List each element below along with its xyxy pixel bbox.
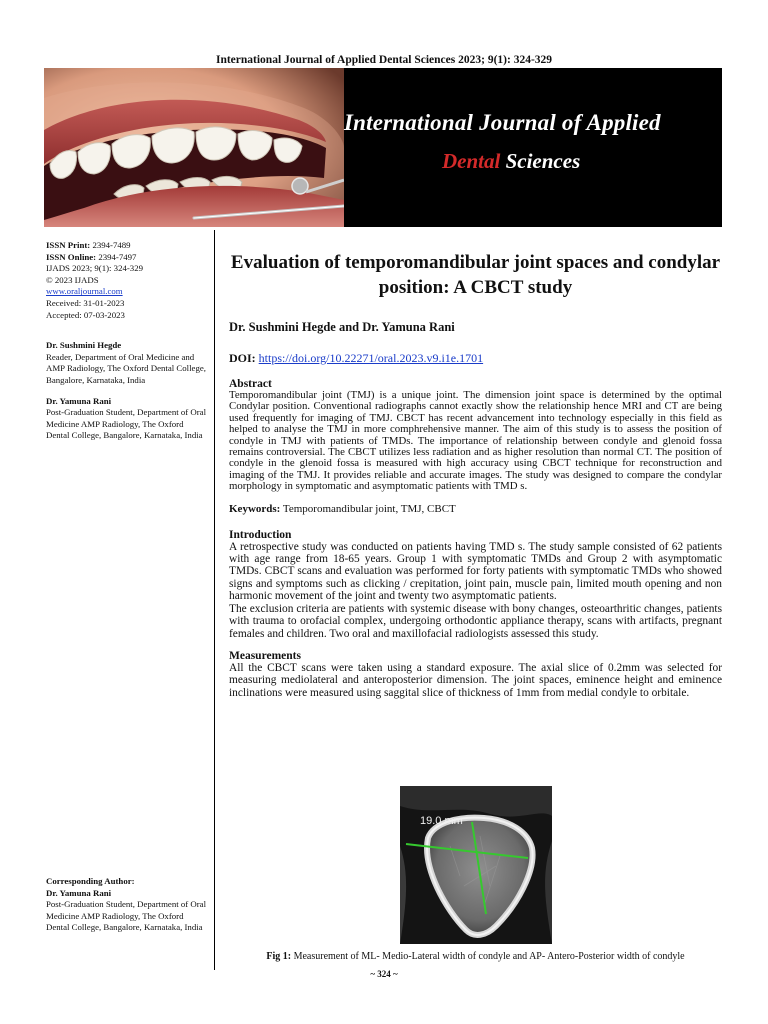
- author1-name: Dr. Sushmini Hegde: [46, 340, 122, 351]
- abstract-heading: Abstract: [229, 378, 272, 390]
- figure-caption: [229, 951, 722, 962]
- figure-measurement-label: 19.0 mm: [420, 815, 463, 827]
- introduction-paragraph-1: A retrospective study was conducted on patients having TMD s. The study sample consisted of 62 patients with age range from 18-65 years. Group 1 with symptomatic TMDs and Group 2 with asymptomatic TMDs. CBCT scans and evaluation was performed for forty patients with symptomatic TMDs who showed signs and symptoms such as clicking / crepitation, joint pain, muscle pain, limited mouth opening and non harmonic movement of the joint and twenty two asymptomatic patients.: [229, 540, 722, 603]
- issn-online: ISSN Online: 2394-7497: [46, 251, 137, 262]
- copyright: © 2023 IJADS: [46, 274, 99, 285]
- journal-website-link[interactable]: www.oraljournal.com: [46, 286, 123, 297]
- corresponding-affiliation: Post-Graduation Student, Department of Oral Medicine AMP Radiology, The Oxford Dental College, Bangalore, Karnataka, India: [46, 899, 207, 933]
- running-head: International Journal of Applied Dental Sciences 2023; 9(1): 324-329: [215, 54, 553, 66]
- cbct-scan-image: [400, 786, 552, 944]
- measurements-paragraph: All the CBCT scans were taken using a standard exposure. The axial slice of 0.2mm was selected for measuring mediolateral and anteroposterior dimension. The joint spaces, eminence height and eminence inclinations were measured using saggital slice of thickness of 1mm from medial condyle to orbitale.: [229, 661, 722, 699]
- keywords-label: Keywords:: [229, 502, 281, 515]
- figure-caption-label: Fig 1:: [266, 951, 292, 962]
- teeth-photo: [44, 68, 344, 227]
- banner-title-line2: [442, 149, 580, 174]
- article-title: Evaluation of temporomandibular joint spaces and condylar position: A CBCT study: [230, 252, 721, 298]
- keywords-line: [229, 503, 722, 515]
- banner-word-sciences: Sciences: [505, 149, 581, 173]
- article-authors: Dr. Sushmini Hegde and Dr. Yamuna Rani: [229, 320, 455, 334]
- corresponding-label: Corresponding Author:: [46, 876, 135, 886]
- citation: IJADS 2023; 9(1): 324-329: [46, 263, 144, 274]
- introduction-paragraph-2: The exclusion criteria are patients with systemic disease with bony changes, osteoarthritic changes, patients with trauma to orofacial complex, undergoing orthodontic appliance therapy, scans with artifacts, pregnant females and children. Two oral and maxillofacial radiologists assessed this study.: [229, 602, 722, 640]
- issn-print: ISSN Print: 2394-7489: [46, 240, 131, 250]
- keywords-text: Temporomandibular joint, TMJ, CBCT: [282, 502, 456, 515]
- column-divider: [214, 230, 215, 970]
- accepted-date: Accepted: 07-03-2023: [46, 309, 125, 320]
- received-date: Received: 31-01-2023: [46, 297, 125, 308]
- abstract-text: Temporomandibular joint (TMJ) is a unique joint. The dimension joint space is determined by the optimal Condylar position. Conventional radiographs cannot exactly show the relationship hence MRI and CT are being used frequently for imaging of TMJ. CBCT has recent advancement into technology especially in this field as helped to analyse the TMJ in more comphrehensive manner. The aim of this study is to assess the position of condyle in TMJ with patients of TMDs. The importance of relationship between condyle and glenoid fossa remains controversial. The CBCT utilizes less radiation and as higher resolution than normal CT. The position of condyle in the glenoid fossa is measured with high accuracy using CBCT technique for reconstruction and imaging of the TMJ. It provides reliable and accurate images. The study was designed to compare the condylar morphology in symptomatic and asymptomatic patients with TMD s.: [229, 389, 722, 493]
- article-body: [229, 250, 722, 699]
- doi-link[interactable]: https://doi.org/10.22271/oral.2023.v9.i1e.1701: [258, 351, 484, 365]
- measurements-heading: Measurements: [229, 649, 301, 662]
- page-number: ~ 324 ~: [370, 969, 398, 979]
- introduction-heading: Introduction: [229, 528, 292, 541]
- corresponding-author: [46, 876, 208, 934]
- author2-affiliation: Post-Graduation Student, Department of Oral Medicine AMP Radiology, The Oxford Dental College, Bangalore, Karnataka, India: [46, 407, 207, 441]
- doi-line: [229, 351, 722, 366]
- left-column: [46, 240, 208, 442]
- corresponding-name: Dr. Yamuna Rani: [46, 887, 112, 898]
- doi-label: DOI:: [229, 351, 256, 365]
- figure-caption-text: Measurement of ML- Medio-Lateral width of condyle and AP- Antero-Posterior width of condyle: [293, 951, 685, 962]
- banner-title-line1: International Journal of Applied: [344, 110, 661, 135]
- banner-word-dental: Dental: [442, 149, 501, 173]
- author1-affiliation: Reader, Department of Oral Medicine and AMP Radiology, The Oxford Dental College, Bangalore, Karnataka, India: [46, 351, 206, 385]
- figure-cbct-condyle: [400, 786, 552, 944]
- journal-banner: [44, 68, 722, 227]
- author2-name: Dr. Yamuna Rani: [46, 395, 112, 406]
